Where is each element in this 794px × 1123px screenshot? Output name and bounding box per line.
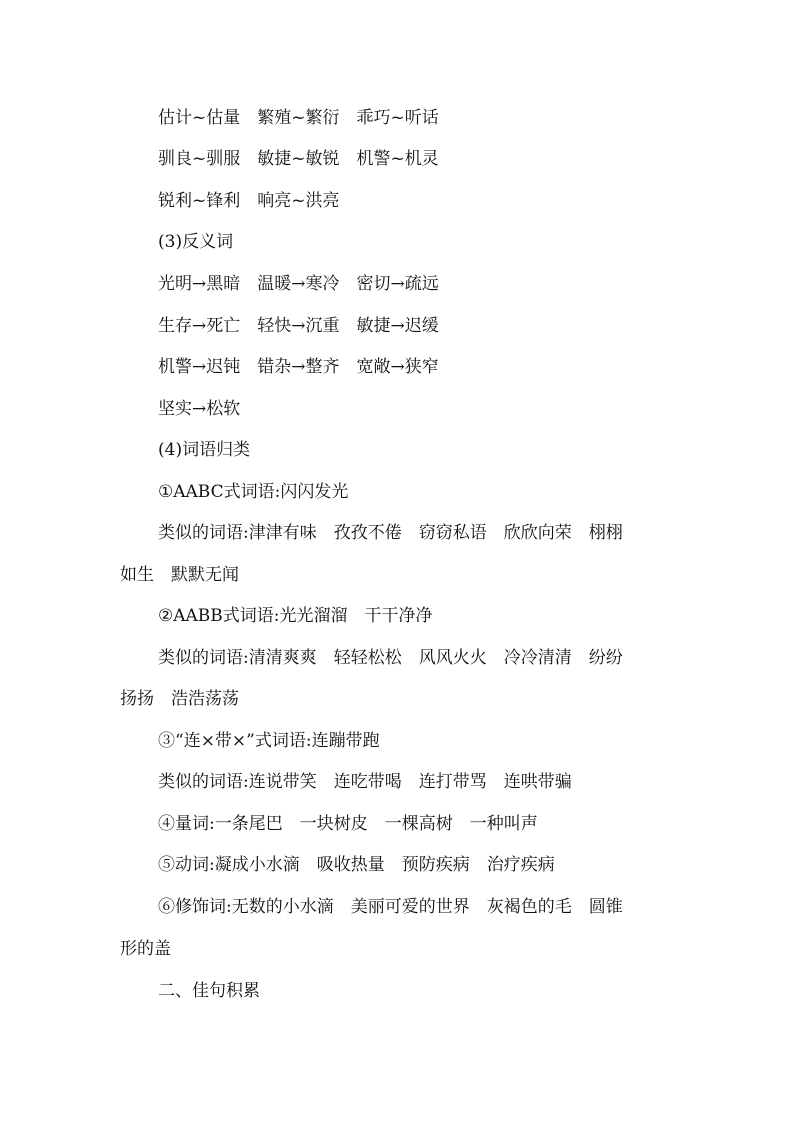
category-aabb-examples-cont: 扬扬 浩浩荡荡 [120, 689, 239, 709]
category-lian-dai-examples: 类似的词语:连说带笑 连吃带喝 连打带骂 连哄带骗 [158, 772, 572, 792]
category-aabc-examples: 类似的词语:津津有味 孜孜不倦 窃窃私语 欣欣向荣 栩栩 [158, 523, 623, 543]
category-aabb: ②AABB式词语:光光溜溜 干干净净 [158, 606, 433, 626]
synonym-line-2: 驯良~驯服 敏捷~敏锐 机警~机灵 [158, 149, 439, 169]
section-heading-antonyms: (3)反义词 [158, 232, 234, 252]
category-aabb-examples: 类似的词语:清清爽爽 轻轻松松 风风火火 冷冷清清 纷纷 [158, 648, 623, 668]
category-lian-dai: ③“连×带×”式词语:连蹦带跑 [158, 731, 380, 751]
category-measure-words: ④量词:一条尾巴 一块树皮 一棵高树 一种叫声 [158, 814, 538, 834]
category-aabc-examples-cont: 如生 默默无闻 [120, 565, 239, 585]
section-heading-word-classification: (4)词语归类 [158, 440, 251, 460]
category-aabc: ①AABC式词语:闪闪发光 [158, 482, 349, 502]
category-modifiers: ⑥修饰词:无数的小水滴 美丽可爱的世界 灰褐色的毛 圆锥 [158, 897, 623, 917]
antonym-line-1: 光明→黑暗 温暖→寒冷 密切→疏远 [158, 274, 439, 294]
synonym-line-1: 估计~估量 繁殖~繁衍 乖巧~听话 [158, 108, 439, 128]
antonym-line-2: 生存→死亡 轻快→沉重 敏捷→迟缓 [158, 316, 439, 336]
category-modifiers-cont: 形的盖 [120, 939, 171, 959]
section-heading-sentences: 二、佳句积累 [158, 981, 260, 1001]
antonym-line-4: 坚实→松软 [158, 399, 241, 419]
antonym-line-3: 机警→迟钝 错杂→整齐 宽敞→狭窄 [158, 357, 439, 377]
synonym-line-3: 锐利~锋利 响亮~洪亮 [158, 191, 340, 211]
category-verbs: ⑤动词:凝成小水滴 吸收热量 预防疾病 治疗疾病 [158, 855, 555, 875]
